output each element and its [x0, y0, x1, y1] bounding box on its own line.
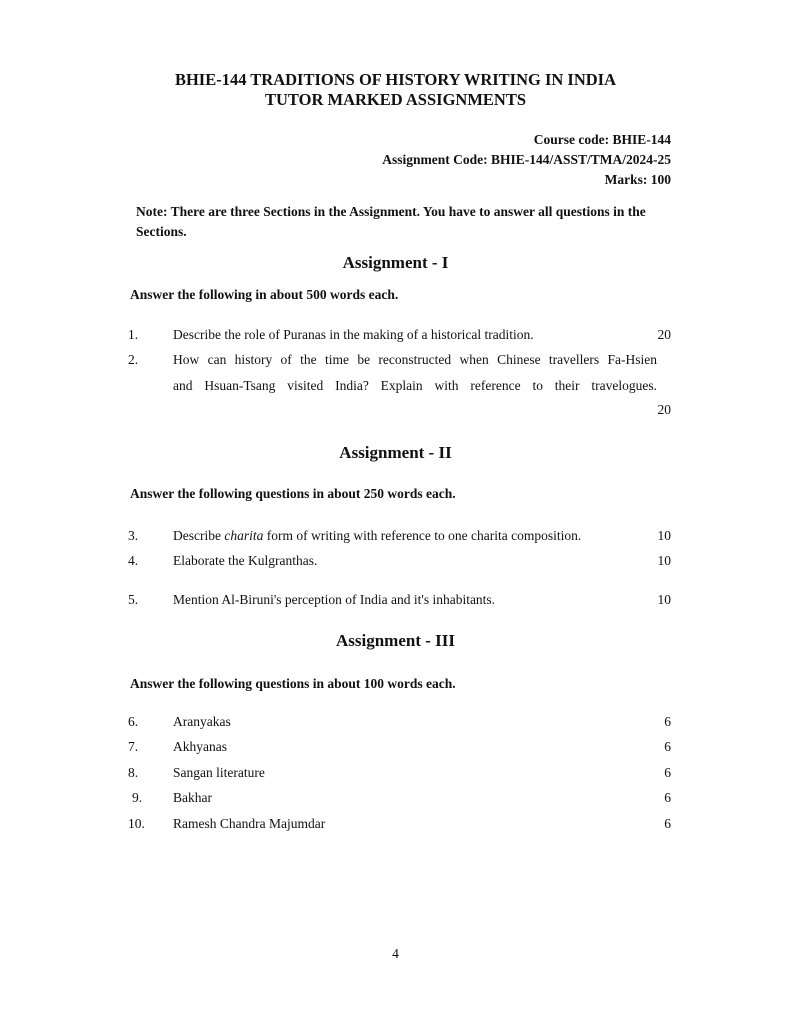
question-number: 10. [128, 816, 145, 831]
course-code: Course code: BHIE-144 [533, 132, 671, 147]
question-marks: 6 [664, 714, 671, 729]
question-number: 1. [128, 327, 139, 342]
question-text: Sangan literature [173, 765, 265, 780]
question-text: Describe the role of Puranas in the making of a historical tradition. [173, 327, 534, 342]
section-heading-3: Assignment - III [335, 631, 456, 650]
section-instruction-2: Answer the following questions in about 250 words each. [130, 486, 456, 501]
question-text-italic: charita [224, 528, 264, 543]
question-marks: 20 [657, 327, 671, 342]
question-text-line2: and Hsuan-Tsang visited India? Explain with reference to their travelogues. [173, 378, 657, 393]
question-marks: 10 [657, 528, 671, 543]
question-marks: 6 [664, 816, 671, 831]
question-marks: 6 [664, 739, 671, 754]
question-text: Elaborate the Kulgranthas. [173, 553, 318, 568]
question-number: 6. [128, 714, 139, 729]
question-text-post: form of writing with reference to one charita composition. [263, 528, 582, 543]
question-text-line1: How can history of the time be reconstructed when Chinese travellers Fa-Hsien [173, 352, 657, 367]
total-marks: Marks: 100 [604, 172, 671, 187]
question-number: 5. [128, 592, 139, 607]
question-text: Mention Al-Biruni's perception of India and it's inhabitants. [173, 592, 496, 607]
question-text: Ramesh Chandra Majumdar [173, 816, 326, 831]
question-number: 3. [128, 528, 139, 543]
page-number: 4 [392, 946, 399, 961]
question-number: 4. [128, 553, 139, 568]
document-title-line2: TUTOR MARKED ASSIGNMENTS [265, 90, 526, 109]
assignment-note: Note: There are three Sections in the Assignment. You have to answer all questions in the Sections. [136, 204, 646, 239]
question-marks: 10 [657, 553, 671, 568]
question-marks: 6 [664, 790, 671, 805]
section-instruction-3: Answer the following questions in about 100 words each. [130, 676, 456, 691]
assignment-code: Assignment Code: BHIE-144/ASST/TMA/2024-25 [382, 152, 671, 167]
question-text: Bakhar [173, 790, 212, 805]
section-heading-2: Assignment - II [339, 443, 452, 462]
document-title-line1: BHIE-144 TRADITIONS OF HISTORY WRITING IN INDIA [174, 70, 617, 89]
question-number: 8. [128, 765, 139, 780]
question-marks: 20 [657, 402, 671, 417]
section-heading-1: Assignment - I [342, 253, 449, 272]
question-number: 2. [128, 352, 139, 367]
question-number: 9. [132, 790, 143, 805]
question-text: Akhyanas [173, 739, 227, 754]
question-marks: 6 [664, 765, 671, 780]
section-instruction-1: Answer the following in about 500 words each. [130, 287, 399, 302]
question-text: Aranyakas [173, 714, 231, 729]
question-number: 7. [128, 739, 139, 754]
question-marks: 10 [657, 592, 671, 607]
question-text [173, 523, 657, 548]
question-text-pre: Describe [173, 528, 225, 543]
